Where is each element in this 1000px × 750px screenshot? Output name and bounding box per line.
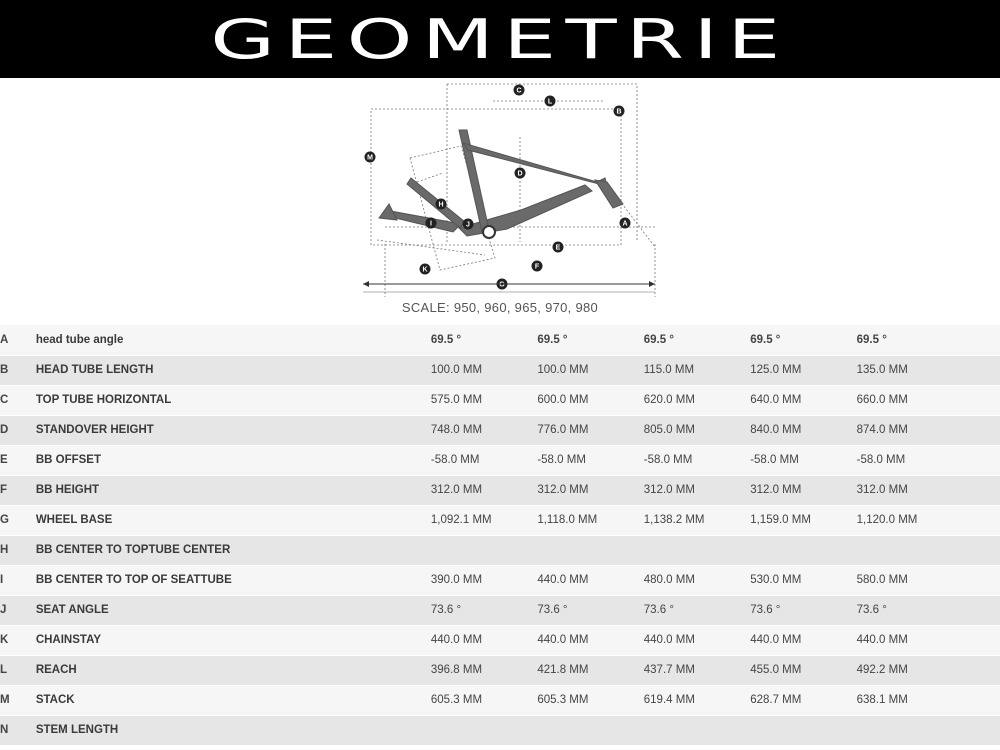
- row-value-size-1: 390.0 MM: [431, 565, 537, 595]
- svg-text:B: B: [616, 108, 622, 116]
- row-value-size-4: 125.0 MM: [750, 355, 856, 385]
- row-value-size-4: 455.0 MM: [750, 655, 856, 685]
- row-value-size-5: [857, 535, 1000, 565]
- row-value-size-5: 492.2 MM: [857, 655, 1000, 685]
- row-value-size-3: [644, 535, 750, 565]
- row-value-size-2: 440.0 MM: [537, 625, 643, 655]
- row-value-size-5: 312.0 MM: [857, 475, 1000, 505]
- row-value-size-5: 580.0 MM: [857, 565, 1000, 595]
- table-row: [0, 505, 1000, 535]
- row-value-size-2: 440.0 MM: [537, 565, 643, 595]
- row-value-size-2: -58.0 MM: [537, 445, 643, 475]
- table-row: [0, 715, 1000, 745]
- row-label: head tube angle: [36, 325, 431, 355]
- row-letter: M: [0, 685, 36, 715]
- row-value-size-4: 69.5 °: [750, 325, 856, 355]
- row-letter: A: [0, 325, 36, 355]
- row-value-size-1: 1,092.1 MM: [431, 505, 537, 535]
- table-row: [0, 535, 1000, 565]
- table-row: [0, 355, 1000, 385]
- row-letter: F: [0, 475, 36, 505]
- page-title: GEOMETRIE: [210, 7, 790, 71]
- frame-shape: [379, 130, 623, 238]
- row-value-size-1: 100.0 MM: [431, 355, 537, 385]
- row-label: CHAINSTAY: [36, 625, 431, 655]
- row-value-size-5: 1,120.0 MM: [857, 505, 1000, 535]
- row-label: BB HEIGHT: [36, 475, 431, 505]
- table-row: [0, 595, 1000, 625]
- row-letter: K: [0, 625, 36, 655]
- svg-text:M: M: [367, 154, 373, 162]
- row-value-size-5: 660.0 MM: [857, 385, 1000, 415]
- row-value-size-3: 620.0 MM: [644, 385, 750, 415]
- table-row: [0, 385, 1000, 415]
- row-value-size-3: 69.5 °: [644, 325, 750, 355]
- row-label: STACK: [36, 685, 431, 715]
- row-letter: B: [0, 355, 36, 385]
- svg-text:F: F: [534, 263, 540, 271]
- row-value-size-2: 69.5 °: [537, 325, 643, 355]
- row-value-size-3: 480.0 MM: [644, 565, 750, 595]
- svg-text:H: H: [438, 201, 444, 209]
- row-label: WHEEL BASE: [36, 505, 431, 535]
- row-value-size-1: 748.0 MM: [431, 415, 537, 445]
- geometry-diagram-area: [0, 78, 1000, 325]
- row-value-size-2: 421.8 MM: [537, 655, 643, 685]
- row-value-size-3: 440.0 MM: [644, 625, 750, 655]
- scale-label: SCALE: 950, 960, 965, 970, 980: [401, 300, 599, 315]
- row-value-size-4: 640.0 MM: [750, 385, 856, 415]
- row-value-size-2: [537, 715, 643, 745]
- svg-text:D: D: [517, 170, 523, 178]
- table-row: [0, 325, 1000, 355]
- row-value-size-5: 874.0 MM: [857, 415, 1000, 445]
- svg-text:J: J: [466, 221, 470, 229]
- row-value-size-4: 1,159.0 MM: [750, 505, 856, 535]
- row-value-size-2: 312.0 MM: [537, 475, 643, 505]
- svg-text:K: K: [422, 266, 428, 274]
- row-value-size-5: -58.0 MM: [857, 445, 1000, 475]
- row-value-size-2: 605.3 MM: [537, 685, 643, 715]
- row-value-size-2: 776.0 MM: [537, 415, 643, 445]
- row-label: BB OFFSET: [36, 445, 431, 475]
- row-value-size-3: 115.0 MM: [644, 355, 750, 385]
- row-value-size-1: [431, 535, 537, 565]
- row-value-size-2: 1,118.0 MM: [537, 505, 643, 535]
- row-value-size-1: 605.3 MM: [431, 685, 537, 715]
- table-row: [0, 655, 1000, 685]
- row-value-size-2: 73.6 °: [537, 595, 643, 625]
- bike-frame-diagram: [355, 82, 665, 297]
- svg-text:A: A: [622, 220, 628, 228]
- row-label: STANDOVER HEIGHT: [36, 415, 431, 445]
- row-value-size-5: 638.1 MM: [857, 685, 1000, 715]
- row-value-size-1: 69.5 °: [431, 325, 537, 355]
- page-header: [0, 0, 1000, 78]
- row-value-size-2: [537, 535, 643, 565]
- row-value-size-5: 440.0 MM: [857, 625, 1000, 655]
- row-letter: C: [0, 385, 36, 415]
- row-value-size-4: 73.6 °: [750, 595, 856, 625]
- row-value-size-3: 619.4 MM: [644, 685, 750, 715]
- row-value-size-3: 1,138.2 MM: [644, 505, 750, 535]
- svg-text:G: G: [499, 281, 505, 289]
- row-value-size-3: 312.0 MM: [644, 475, 750, 505]
- row-value-size-5: 69.5 °: [857, 325, 1000, 355]
- row-value-size-3: 73.6 °: [644, 595, 750, 625]
- svg-text:I: I: [430, 220, 432, 228]
- row-value-size-2: 600.0 MM: [537, 385, 643, 415]
- row-value-size-3: 805.0 MM: [644, 415, 750, 445]
- svg-text:C: C: [516, 87, 522, 95]
- row-value-size-4: [750, 535, 856, 565]
- row-value-size-1: -58.0 MM: [431, 445, 537, 475]
- row-label: STEM LENGTH: [36, 715, 431, 745]
- row-value-size-3: 437.7 MM: [644, 655, 750, 685]
- row-value-size-4: 840.0 MM: [750, 415, 856, 445]
- row-value-size-4: 530.0 MM: [750, 565, 856, 595]
- row-value-size-2: 100.0 MM: [537, 355, 643, 385]
- row-value-size-4: 440.0 MM: [750, 625, 856, 655]
- row-value-size-4: 628.7 MM: [750, 685, 856, 715]
- table-row: [0, 415, 1000, 445]
- row-letter: L: [0, 655, 36, 685]
- row-label: BB CENTER TO TOPTUBE CENTER: [36, 535, 431, 565]
- row-label: BB CENTER TO TOP OF SEATTUBE: [36, 565, 431, 595]
- row-value-size-4: [750, 715, 856, 745]
- table-row: [0, 565, 1000, 595]
- svg-text:L: L: [547, 98, 553, 106]
- row-letter: J: [0, 595, 36, 625]
- row-value-size-1: [431, 715, 537, 745]
- row-value-size-4: -58.0 MM: [750, 445, 856, 475]
- row-letter: N: [0, 715, 36, 745]
- row-value-size-1: 73.6 °: [431, 595, 537, 625]
- row-value-size-3: [644, 715, 750, 745]
- row-letter: D: [0, 415, 36, 445]
- row-letter: G: [0, 505, 36, 535]
- row-letter: H: [0, 535, 36, 565]
- row-label: TOP TUBE HORIZONTAL: [36, 385, 431, 415]
- geometry-table: [0, 325, 1000, 746]
- row-value-size-5: 135.0 MM: [857, 355, 1000, 385]
- row-label: HEAD TUBE LENGTH: [36, 355, 431, 385]
- row-value-size-1: 575.0 MM: [431, 385, 537, 415]
- table-row: [0, 685, 1000, 715]
- table-row: [0, 445, 1000, 475]
- row-label: SEAT ANGLE: [36, 595, 431, 625]
- row-value-size-1: 440.0 MM: [431, 625, 537, 655]
- row-letter: I: [0, 565, 36, 595]
- table-row: [0, 475, 1000, 505]
- svg-text:E: E: [555, 244, 561, 252]
- row-label: REACH: [36, 655, 431, 685]
- row-letter: E: [0, 445, 36, 475]
- row-value-size-1: 312.0 MM: [431, 475, 537, 505]
- row-value-size-5: [857, 715, 1000, 745]
- table-row: [0, 625, 1000, 655]
- row-value-size-3: -58.0 MM: [644, 445, 750, 475]
- row-value-size-4: 312.0 MM: [750, 475, 856, 505]
- row-value-size-1: 396.8 MM: [431, 655, 537, 685]
- dimension-markers: [365, 85, 631, 290]
- row-value-size-5: 73.6 °: [857, 595, 1000, 625]
